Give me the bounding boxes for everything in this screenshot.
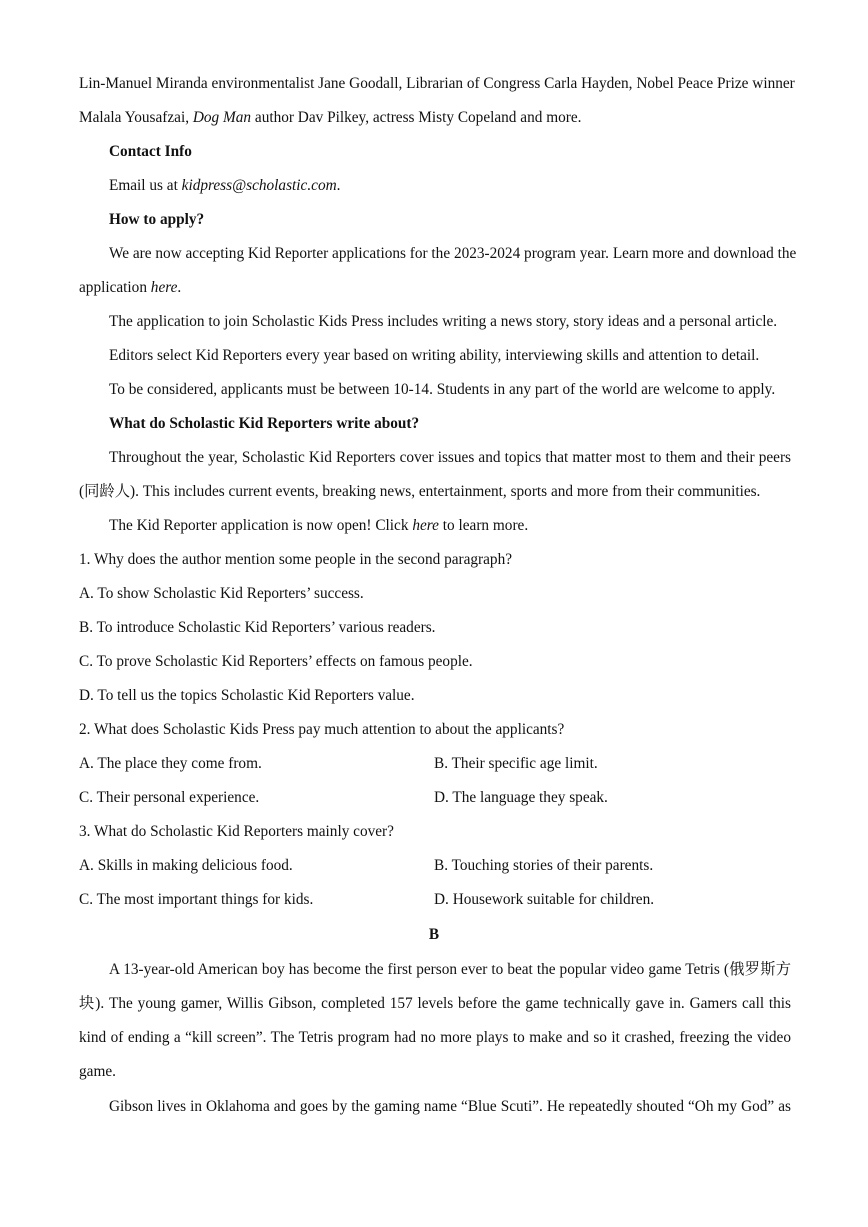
answer-option: C. Their personal experience. xyxy=(79,789,260,806)
passage-b-paragraph-line: game. xyxy=(79,1063,116,1080)
open-application-line: The Kid Reporter application is now open! Click here to learn more. xyxy=(109,517,529,534)
answer-option-row xyxy=(79,883,791,917)
passage-b-paragraph-line: A 13-year-old American boy has become the first person ever to beat the popular video game Tetris (俄罗斯方 xyxy=(109,961,791,978)
passage-b-paragraph-line: Gibson lives in Oklahoma and goes by the gaming name “Blue Scuti”. He repeatedly shouted “Oh my God” as xyxy=(109,1098,791,1115)
passage-a-paragraph-line: Lin-Manuel Miranda environmentalist Jane Goodall, Librarian of Congress Carla Hayden, Nobel Peace Prize winner xyxy=(79,75,795,92)
section-b-heading: B xyxy=(428,926,440,943)
answer-option-row xyxy=(79,849,791,883)
answer-option: C. To prove Scholastic Kid Reporters’ effects on famous people. xyxy=(79,653,473,670)
question-stem: 2. What does Scholastic Kids Press pay much attention to about the applicants? xyxy=(79,721,565,738)
passage-b-paragraph-line: kind of ending a “kill screen”. The Tetris program had no more plays to make and so it crashed, freezing the video xyxy=(79,1029,791,1046)
write-about-heading: What do Scholastic Kid Reporters write about? xyxy=(109,415,420,432)
eligibility-paragraph: To be considered, applicants must be between 10-14. Students in any part of the world are welcome to apply. xyxy=(109,381,776,398)
answer-option-row xyxy=(79,781,791,815)
contact-email-line: Email us at kidpress@scholastic.com. xyxy=(109,177,341,194)
editors-paragraph: Editors select Kid Reporters every year based on writing ability, interviewing skills and attention to detail. xyxy=(109,347,760,364)
apply-paragraph-line: We are now accepting Kid Reporter applications for the 2023-2024 program year. Learn more and download the xyxy=(109,245,797,262)
answer-option: C. The most important things for kids. xyxy=(79,891,314,908)
book-title: Dog Man xyxy=(192,109,252,126)
contact-heading: Contact Info xyxy=(109,143,192,160)
application-paragraph: The application to join Scholastic Kids Press includes writing a news story, story ideas and a personal article. xyxy=(109,313,778,330)
passage-b-paragraph-line: 块). The young gamer, Willis Gibson, completed 157 levels before the game technically gave in. Gamers call this xyxy=(79,995,791,1012)
answer-option: A. Skills in making delicious food. xyxy=(79,857,293,874)
learn-more-link[interactable]: here xyxy=(412,517,439,534)
topics-paragraph-line: (同龄人). This includes current events, breaking news, entertainment, sports and more from their communities. xyxy=(79,483,761,500)
answer-option: D. The language they speak. xyxy=(434,789,608,806)
answer-option: D. To tell us the topics Scholastic Kid Reporters value. xyxy=(79,687,415,704)
answer-option-row xyxy=(79,747,791,781)
answer-option: D. Housework suitable for children. xyxy=(434,891,655,908)
question-stem: 3. What do Scholastic Kid Reporters mainly cover? xyxy=(79,823,394,840)
topics-paragraph-line: Throughout the year, Scholastic Kid Reporters cover issues and topics that matter most to them and their peers xyxy=(109,449,791,466)
email-link[interactable]: kidpress@scholastic.com xyxy=(181,177,337,194)
passage-a-paragraph-line: Malala Yousafzai, Dog Man author Dav Pilkey, actress Misty Copeland and more. xyxy=(79,109,582,126)
apply-here-link[interactable]: here xyxy=(150,279,178,296)
apply-heading: How to apply? xyxy=(109,211,205,228)
question-stem: 1. Why does the author mention some people in the second paragraph? xyxy=(79,551,513,568)
answer-option: A. The place they come from. xyxy=(79,755,262,772)
answer-option: B. To introduce Scholastic Kid Reporters’ various readers. xyxy=(79,619,436,636)
apply-paragraph-line: application here. xyxy=(79,279,182,296)
answer-option: B. Touching stories of their parents. xyxy=(434,857,654,874)
answer-option: A. To show Scholastic Kid Reporters’ success. xyxy=(79,585,364,602)
answer-option: B. Their specific age limit. xyxy=(434,755,598,772)
